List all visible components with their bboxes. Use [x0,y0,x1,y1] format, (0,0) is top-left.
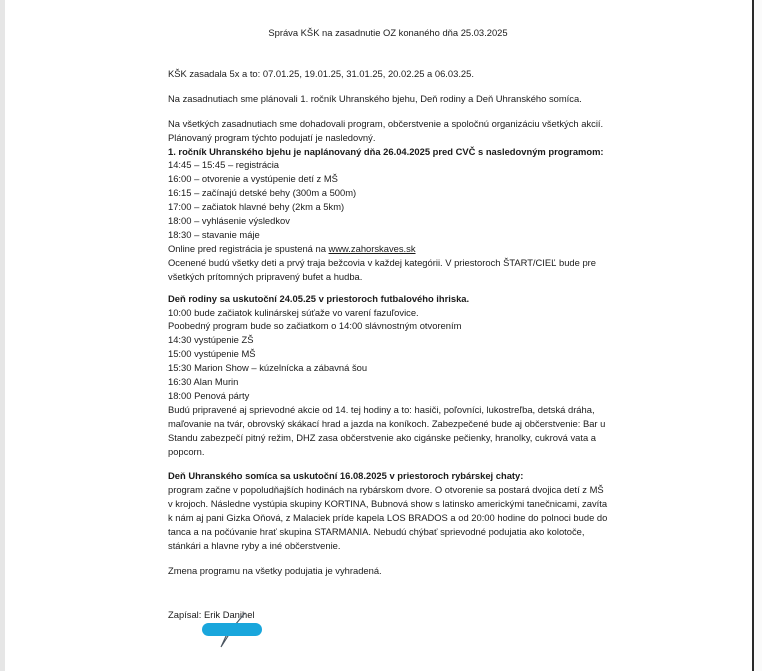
run-heading: 1. ročník Uhranského bjehu je naplánovaný dňa 26.04.2025 pred CVČ s nasledovným programom: [168,145,604,157]
run-item: 14:45 – 15:45 – registrácia [168,159,280,171]
family-item: 18:00 Penová párty [168,389,250,401]
somic-note: program začne v popoludňajších hodinách na rybárskom dvore. O otvorenie sa postará dvojica detí z MŠ v krojoch. Následne vystúpia skupiny KORTINA, Bubnová show s latinsko americkými tanečnicami, zavíta k nám aj pani Gizka Oňová, z Malaciek príde kapela LOS BRADOS a od 20:00 hodine do polnoci bude do tanca a na počúvanie hrať skupina STARMANIA. Nebudú chýbať sprievodné podujatia ako kolotoče, stánkári a hlavne ryby a iné občerstvenie. [168,484,608,551]
spacer [168,553,608,564]
family-item: 16:30 Alan Murin [168,376,239,388]
family-item: 15:30 Marion Show – kúzelnícka a zábavná šou [168,362,368,374]
registration-text: Online pred registrácia je spustená na [168,242,329,254]
run-item: 16:00 – otvorenie a vystúpenie detí z MŠ [168,173,338,185]
agreement-paragraph: Na všetkých zasadnutiach sme dohadovali program, občerstvenie a spoločnú organizáciu všetkých akcií. Plánovaný program týchto podujatí je nasledovný. [168,117,604,143]
document-body [168,26,608,622]
run-item: 17:00 – začiatok hlavné behy (2km a 5km) [168,201,345,213]
scan-right-margin [754,0,762,671]
family-day-heading: Deň rodiny sa uskutoční 24.05.25 v priestoroch futbalového ihriska. [168,292,470,304]
registration-link[interactable]: www.zahorskaves.sk [328,242,416,254]
document-title: Správa KŠK na zasadnutie OZ konaného dňa 25.03.2025 [268,27,508,38]
change-note: Zmena programu na všetky podujatia je vyhradená. [168,564,382,576]
family-item: 15:00 vystúpenie MŠ [168,348,256,360]
family-item: Poobedný program bude so začiatkom o 14:00 slávnostným otvorením [168,320,462,332]
family-item: 10:00 bude začiatok kulinárskej súťaže vo varení fazuľovice. [168,306,419,318]
somic-day-heading: Deň Uhranského somíca sa uskutoční 16.08.2025 v priestoroch rybárskej chaty: [168,470,524,482]
run-item: 16:15 – začínajú detské behy (300m a 500m) [168,187,357,199]
signature-line: Zapísal: Erik Danihel [168,608,255,620]
run-note: Ocenené budú všetky deti a prvý traja bežcovia v každej kategórii. V priestoroch ŠTART/CIEĽ bude pre všetkých prítomných pripravený bufet a hudba. [168,256,596,282]
spacer [168,578,608,608]
family-note: Budú pripravené aj sprievodné akcie od 14. tej hodiny a to: hasiči, poľovníci, lukostreľba, detská dráha, maľovanie na tvár, obrovský skákací hrad a jazda na koníkoch. Zabezpečené bude aj občerstvenie: Bar u Standu zabezpečí pitný režim, DHZ zasa občerstvenie ako cigánske pečienky, hranolky, cukrová vata a popcorn. [168,403,606,457]
spacer [168,284,608,292]
run-item: 18:30 – stavanie máje [168,228,260,240]
sessions-paragraph: KŠK zasadala 5x a to: 07.01.25, 19.01.25, 31.01.25, 20.02.25 a 06.03.25. [168,67,474,79]
spacer [168,458,608,469]
family-item: 14:30 vystúpenie ZŠ [168,334,254,346]
registration-line [168,242,608,256]
redacted-signature [201,611,263,649]
run-item: 18:00 – vyhlásenie výsledkov [168,215,290,227]
spacer [168,81,608,92]
scan-left-edge [0,0,5,671]
plan-paragraph: Na zasadnutiach sme plánovali 1. ročník Uhranského bjehu, Deň rodiny a Deň Uhranského somíca. [168,92,582,104]
redaction-blob [202,623,262,636]
spacer [168,106,608,117]
